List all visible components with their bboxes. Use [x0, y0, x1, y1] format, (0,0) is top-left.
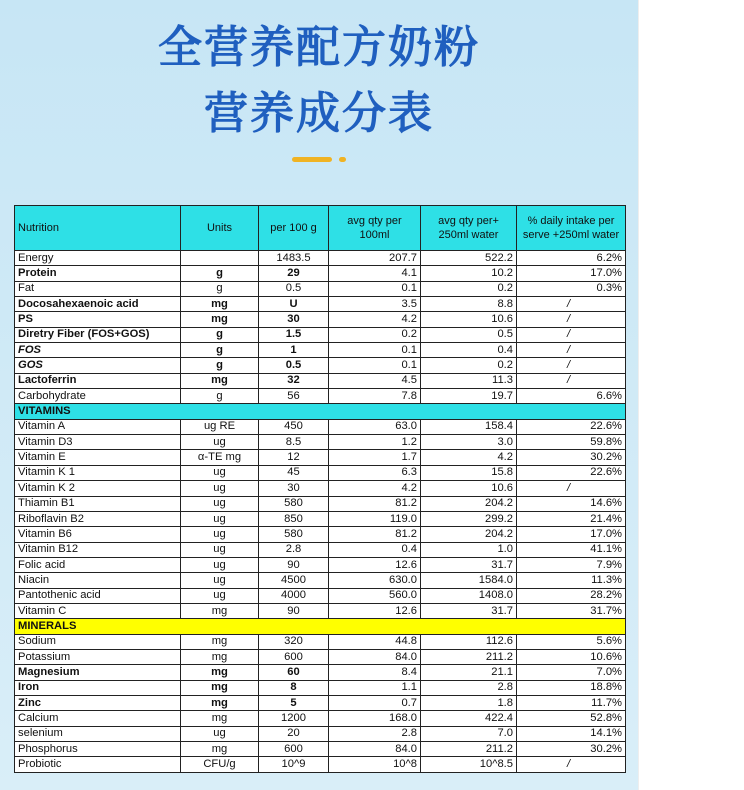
per-100ml-cell: 63.0 [329, 419, 421, 434]
per-250ml-cell: 2.8 [421, 680, 517, 695]
nutrient-name-cell: Riboflavin B2 [15, 511, 181, 526]
unit-cell: mg [181, 742, 259, 757]
per-100g-cell: 5 [259, 695, 329, 710]
per-250ml-cell: 11.3 [421, 373, 517, 388]
header-nutrition: Nutrition [15, 206, 181, 251]
table-row [15, 450, 626, 465]
per-100g-cell: 45 [259, 465, 329, 480]
section-header-minerals [15, 619, 626, 634]
unit-cell: ug [181, 726, 259, 741]
daily-intake-cell: / [517, 358, 626, 373]
per-100ml-cell: 1.1 [329, 680, 421, 695]
per-100g-cell: 4000 [259, 588, 329, 603]
per-250ml-cell: 211.2 [421, 649, 517, 664]
nutrient-name-cell: selenium [15, 726, 181, 741]
per-250ml-cell: 19.7 [421, 389, 517, 404]
table-row [15, 665, 626, 680]
per-100ml-cell: 207.7 [329, 251, 421, 266]
per-100g-cell: 320 [259, 634, 329, 649]
daily-intake-cell: 59.8% [517, 435, 626, 450]
daily-intake-cell: 10.6% [517, 649, 626, 664]
unit-cell: ug [181, 481, 259, 496]
per-250ml-cell: 204.2 [421, 496, 517, 511]
per-100g-cell: 8.5 [259, 435, 329, 450]
table-row [15, 373, 626, 388]
per-100ml-cell: 4.1 [329, 266, 421, 281]
per-100ml-cell: 12.6 [329, 603, 421, 618]
per-100ml-cell: 3.5 [329, 297, 421, 312]
table-row [15, 711, 626, 726]
table-row [15, 742, 626, 757]
unit-cell: ug [181, 511, 259, 526]
table-row [15, 343, 626, 358]
table-row [15, 496, 626, 511]
per-250ml-cell: 1584.0 [421, 573, 517, 588]
table-row [15, 281, 626, 296]
per-100g-cell: 850 [259, 511, 329, 526]
daily-intake-cell: / [517, 373, 626, 388]
daily-intake-cell: 30.2% [517, 742, 626, 757]
unit-cell: g [181, 358, 259, 373]
daily-intake-cell: 14.1% [517, 726, 626, 741]
per-250ml-cell: 112.6 [421, 634, 517, 649]
unit-cell: ug [181, 435, 259, 450]
per-100g-cell: 450 [259, 419, 329, 434]
per-100ml-cell: 7.8 [329, 389, 421, 404]
table-row [15, 358, 626, 373]
unit-cell: mg [181, 312, 259, 327]
per-250ml-cell: 8.8 [421, 297, 517, 312]
per-100g-cell: 90 [259, 557, 329, 572]
daily-intake-cell: 22.6% [517, 465, 626, 480]
table-body [15, 251, 626, 773]
per-100ml-cell: 119.0 [329, 511, 421, 526]
per-250ml-cell: 299.2 [421, 511, 517, 526]
per-100ml-cell: 1.7 [329, 450, 421, 465]
unit-cell: mg [181, 603, 259, 618]
per-100ml-cell: 84.0 [329, 742, 421, 757]
section-header-vitamins [15, 404, 626, 419]
unit-cell: mg [181, 297, 259, 312]
per-100ml-cell: 0.1 [329, 343, 421, 358]
nutrient-name-cell: Vitamin B12 [15, 542, 181, 557]
unit-cell: CFU/g [181, 757, 259, 772]
nutrient-name-cell: Folic acid [15, 557, 181, 572]
table-header-row [15, 206, 626, 251]
per-250ml-cell: 1408.0 [421, 588, 517, 603]
per-100ml-cell: 44.8 [329, 634, 421, 649]
per-100ml-cell: 0.1 [329, 358, 421, 373]
nutrient-name-cell: Phosphorus [15, 742, 181, 757]
per-250ml-cell: 158.4 [421, 419, 517, 434]
nutrient-name-cell: Calcium [15, 711, 181, 726]
unit-cell: ug [181, 527, 259, 542]
header-per-250ml: avg qty per+ 250ml water [421, 206, 517, 251]
table-row [15, 312, 626, 327]
nutrient-name-cell: Energy [15, 251, 181, 266]
daily-intake-cell: 17.0% [517, 266, 626, 281]
per-250ml-cell: 0.2 [421, 358, 517, 373]
per-250ml-cell: 1.8 [421, 695, 517, 710]
unit-cell: mg [181, 373, 259, 388]
table-row [15, 327, 626, 342]
table-row [15, 266, 626, 281]
per-100g-cell: 2.8 [259, 542, 329, 557]
table-row [15, 634, 626, 649]
nutrient-name-cell: Docosahexaenoic acid [15, 297, 181, 312]
daily-intake-cell: / [517, 343, 626, 358]
table-row [15, 297, 626, 312]
unit-cell: mg [181, 634, 259, 649]
title-underline-bar [292, 157, 332, 162]
per-100ml-cell: 8.4 [329, 665, 421, 680]
table-row [15, 603, 626, 618]
header-daily-intake: % daily intake per serve +250ml water [517, 206, 626, 251]
daily-intake-cell: 6.6% [517, 389, 626, 404]
per-250ml-cell: 522.2 [421, 251, 517, 266]
daily-intake-cell: 22.6% [517, 419, 626, 434]
per-250ml-cell: 4.2 [421, 450, 517, 465]
per-100g-cell: 1 [259, 343, 329, 358]
table-row [15, 465, 626, 480]
per-100ml-cell: 12.6 [329, 557, 421, 572]
unit-cell: ug [181, 542, 259, 557]
header-units: Units [181, 206, 259, 251]
per-100g-cell: 30 [259, 481, 329, 496]
daily-intake-cell: / [517, 312, 626, 327]
unit-cell: ug [181, 573, 259, 588]
table-row [15, 389, 626, 404]
daily-intake-cell: / [517, 327, 626, 342]
daily-intake-cell: 14.6% [517, 496, 626, 511]
unit-cell: mg [181, 665, 259, 680]
table-row [15, 573, 626, 588]
table-row [15, 435, 626, 450]
daily-intake-cell: 30.2% [517, 450, 626, 465]
per-100g-cell: 0.5 [259, 281, 329, 296]
daily-intake-cell: 6.2% [517, 251, 626, 266]
daily-intake-cell: / [517, 297, 626, 312]
nutrient-name-cell: Vitamin K 1 [15, 465, 181, 480]
daily-intake-cell: 7.9% [517, 557, 626, 572]
per-250ml-cell: 21.1 [421, 665, 517, 680]
nutrient-name-cell: Potassium [15, 649, 181, 664]
daily-intake-cell: 41.1% [517, 542, 626, 557]
per-250ml-cell: 422.4 [421, 711, 517, 726]
nutrition-table [14, 205, 626, 773]
header-per-100ml: avg qty per 100ml [329, 206, 421, 251]
per-100ml-cell: 168.0 [329, 711, 421, 726]
per-250ml-cell: 204.2 [421, 527, 517, 542]
nutrient-name-cell: Carbohydrate [15, 389, 181, 404]
unit-cell: mg [181, 680, 259, 695]
per-100ml-cell: 4.5 [329, 373, 421, 388]
nutrient-name-cell: Protein [15, 266, 181, 281]
per-100ml-cell: 81.2 [329, 496, 421, 511]
per-250ml-cell: 211.2 [421, 742, 517, 757]
per-250ml-cell: 0.5 [421, 327, 517, 342]
unit-cell: g [181, 327, 259, 342]
nutrient-name-cell: Pantothenic acid [15, 588, 181, 603]
table-row [15, 542, 626, 557]
nutrient-name-cell: Zinc [15, 695, 181, 710]
per-250ml-cell: 10.2 [421, 266, 517, 281]
table-row [15, 557, 626, 572]
header-per-100g: per 100 g [259, 206, 329, 251]
table-row [15, 695, 626, 710]
daily-intake-cell: 0.3% [517, 281, 626, 296]
table-row [15, 527, 626, 542]
unit-cell: ug RE [181, 419, 259, 434]
section-label: MINERALS [15, 619, 626, 634]
nutrient-name-cell: Vitamin K 2 [15, 481, 181, 496]
unit-cell: ug [181, 588, 259, 603]
per-100g-cell: 600 [259, 742, 329, 757]
daily-intake-cell: 7.0% [517, 665, 626, 680]
nutrient-name-cell: Vitamin B6 [15, 527, 181, 542]
nutrient-name-cell: Lactoferrin [15, 373, 181, 388]
per-100ml-cell: 0.7 [329, 695, 421, 710]
per-100g-cell: 8 [259, 680, 329, 695]
nutrient-name-cell: Iron [15, 680, 181, 695]
section-label: VITAMINS [15, 404, 626, 419]
per-250ml-cell: 0.4 [421, 343, 517, 358]
nutrient-name-cell: Vitamin C [15, 603, 181, 618]
per-250ml-cell: 1.0 [421, 542, 517, 557]
per-100ml-cell: 0.1 [329, 281, 421, 296]
per-100ml-cell: 560.0 [329, 588, 421, 603]
daily-intake-cell: 52.8% [517, 711, 626, 726]
per-250ml-cell: 0.2 [421, 281, 517, 296]
nutrient-name-cell: Sodium [15, 634, 181, 649]
page-subtitle: 营养成分表 [204, 88, 434, 139]
per-100ml-cell: 630.0 [329, 573, 421, 588]
unit-cell: mg [181, 711, 259, 726]
per-250ml-cell: 31.7 [421, 557, 517, 572]
per-100ml-cell: 0.2 [329, 327, 421, 342]
per-100ml-cell: 2.8 [329, 726, 421, 741]
table-row [15, 419, 626, 434]
per-100g-cell: 580 [259, 527, 329, 542]
daily-intake-cell: 11.7% [517, 695, 626, 710]
per-250ml-cell: 7.0 [421, 726, 517, 741]
daily-intake-cell: 5.6% [517, 634, 626, 649]
nutrient-name-cell: GOS [15, 358, 181, 373]
title-underline-dot [339, 157, 346, 162]
nutrient-name-cell: Fat [15, 281, 181, 296]
unit-cell [181, 251, 259, 266]
unit-cell: ug [181, 465, 259, 480]
nutrient-name-cell: Vitamin E [15, 450, 181, 465]
daily-intake-cell: 11.3% [517, 573, 626, 588]
per-100g-cell: 4500 [259, 573, 329, 588]
per-100g-cell: U [259, 297, 329, 312]
unit-cell: g [181, 389, 259, 404]
unit-cell: mg [181, 695, 259, 710]
daily-intake-cell: 31.7% [517, 603, 626, 618]
per-100g-cell: 90 [259, 603, 329, 618]
per-100ml-cell: 81.2 [329, 527, 421, 542]
daily-intake-cell: 28.2% [517, 588, 626, 603]
daily-intake-cell: 17.0% [517, 527, 626, 542]
per-100g-cell: 12 [259, 450, 329, 465]
per-250ml-cell: 3.0 [421, 435, 517, 450]
per-100g-cell: 580 [259, 496, 329, 511]
nutrient-name-cell: Vitamin A [15, 419, 181, 434]
per-100g-cell: 60 [259, 665, 329, 680]
per-100g-cell: 56 [259, 389, 329, 404]
nutrient-name-cell: Niacin [15, 573, 181, 588]
table-row [15, 680, 626, 695]
right-margin [638, 0, 744, 790]
unit-cell: ug [181, 557, 259, 572]
per-100g-cell: 1483.5 [259, 251, 329, 266]
table-row [15, 757, 626, 772]
unit-cell: α-TE mg [181, 450, 259, 465]
table-row [15, 481, 626, 496]
per-100g-cell: 30 [259, 312, 329, 327]
per-100ml-cell: 1.2 [329, 435, 421, 450]
page-title: 全营养配方奶粉 [158, 22, 480, 73]
per-100ml-cell: 10^8 [329, 757, 421, 772]
per-250ml-cell: 31.7 [421, 603, 517, 618]
daily-intake-cell: 18.8% [517, 680, 626, 695]
nutrient-name-cell: Diretry Fiber (FOS+GOS) [15, 327, 181, 342]
nutrient-name-cell: PS [15, 312, 181, 327]
daily-intake-cell: / [517, 481, 626, 496]
unit-cell: g [181, 343, 259, 358]
per-250ml-cell: 10^8.5 [421, 757, 517, 772]
unit-cell: ug [181, 496, 259, 511]
per-100g-cell: 10^9 [259, 757, 329, 772]
nutrient-name-cell: Magnesium [15, 665, 181, 680]
per-100ml-cell: 6.3 [329, 465, 421, 480]
nutrient-name-cell: Thiamin B1 [15, 496, 181, 511]
per-100g-cell: 20 [259, 726, 329, 741]
per-100g-cell: 600 [259, 649, 329, 664]
per-100ml-cell: 0.4 [329, 542, 421, 557]
daily-intake-cell: / [517, 757, 626, 772]
per-100g-cell: 1200 [259, 711, 329, 726]
nutrient-name-cell: FOS [15, 343, 181, 358]
unit-cell: g [181, 281, 259, 296]
table-row [15, 649, 626, 664]
per-100g-cell: 29 [259, 266, 329, 281]
table-row [15, 251, 626, 266]
per-250ml-cell: 10.6 [421, 312, 517, 327]
unit-cell: mg [181, 649, 259, 664]
per-250ml-cell: 10.6 [421, 481, 517, 496]
daily-intake-cell: 21.4% [517, 511, 626, 526]
per-100ml-cell: 84.0 [329, 649, 421, 664]
per-250ml-cell: 15.8 [421, 465, 517, 480]
table-row [15, 726, 626, 741]
nutrient-name-cell: Vitamin D3 [15, 435, 181, 450]
nutrient-name-cell: Probiotic [15, 757, 181, 772]
table-row [15, 511, 626, 526]
per-100g-cell: 1.5 [259, 327, 329, 342]
per-100ml-cell: 4.2 [329, 312, 421, 327]
per-100ml-cell: 4.2 [329, 481, 421, 496]
per-100g-cell: 0.5 [259, 358, 329, 373]
table-row [15, 588, 626, 603]
per-100g-cell: 32 [259, 373, 329, 388]
unit-cell: g [181, 266, 259, 281]
